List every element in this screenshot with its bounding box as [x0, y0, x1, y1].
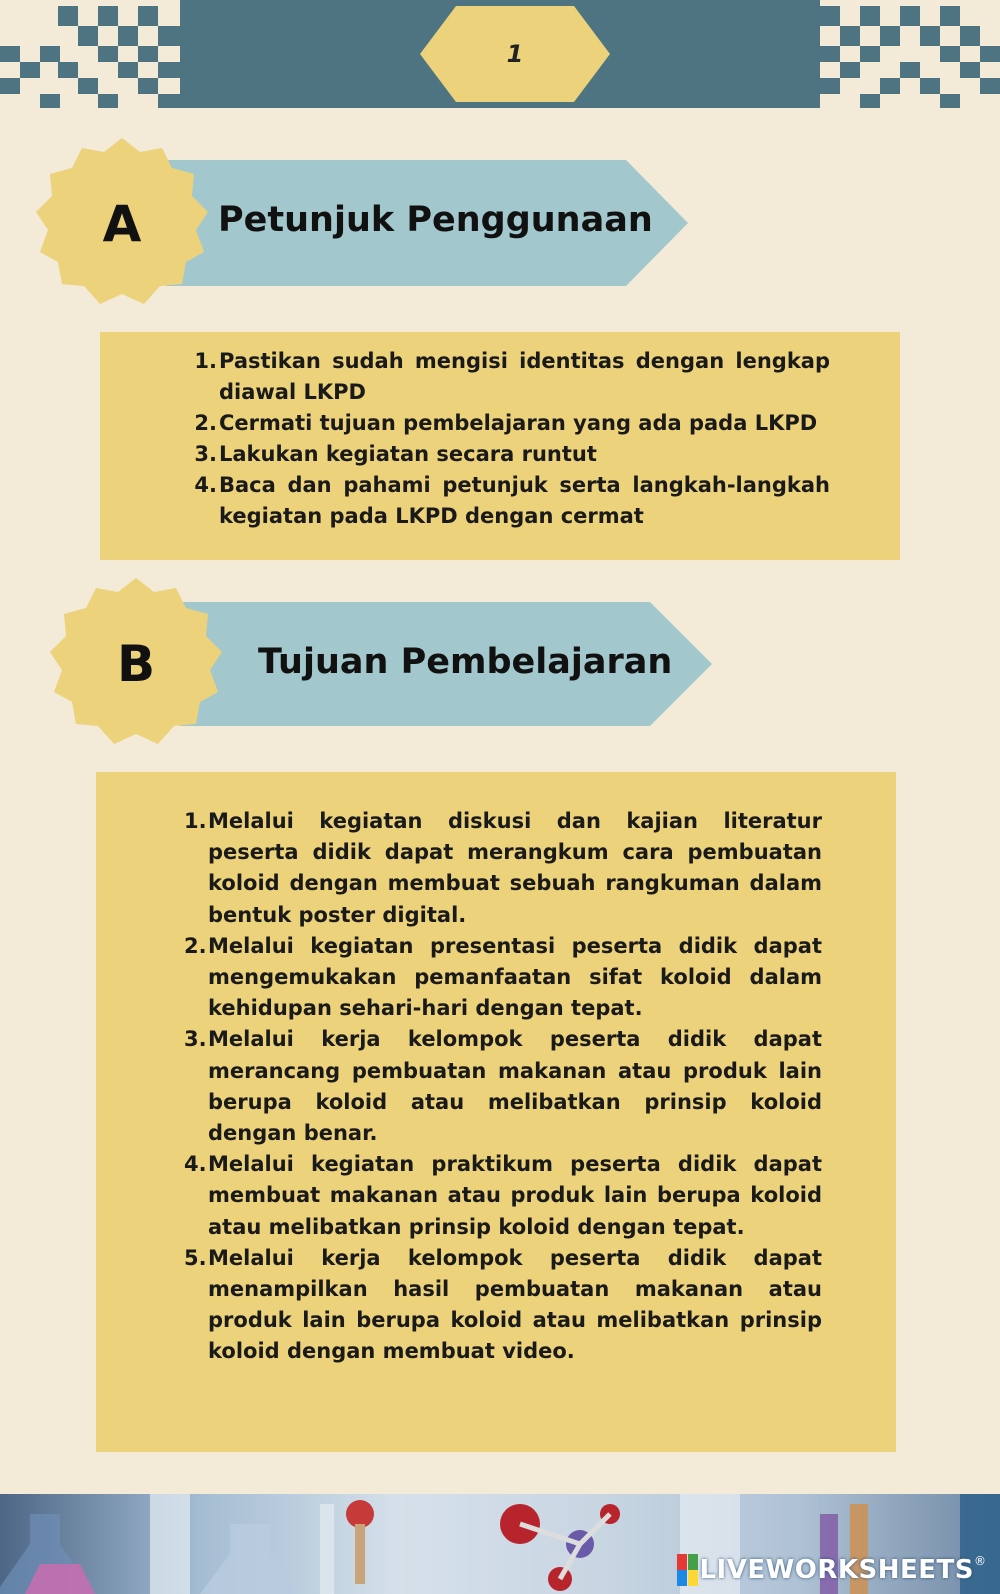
section-a-title: Petunjuk Penggunaan: [218, 200, 653, 240]
section-a-box: [100, 332, 900, 560]
section-b-title: Tujuan Pembelajaran: [258, 642, 673, 682]
page-number-badge: [420, 6, 610, 102]
list-item: 5. Melalui kerja kelompok peserta didik dapat menampilkan hasil pembuatan makanan atau produk lain berupa koloid atau melibatkan prinsip koloid dengan membuat video.: [184, 1245, 822, 1364]
section-a-header: [36, 138, 696, 310]
section-b-header: [50, 578, 720, 750]
registered-mark: ®: [974, 1554, 986, 1568]
liveworksheets-logo-icon: [677, 1554, 699, 1586]
section-a-letter: A: [102, 195, 142, 253]
liveworksheets-logo[interactable]: [677, 1554, 986, 1586]
list-item: 2. Melalui kegiatan presentasi peserta didik dapat mengemukakan pemanfaatan sifat koloid dalam kehidupan sehari-hari dengan tepat.: [184, 933, 822, 1021]
list-item: 4. Baca dan pahami petunjuk serta langkah-langkah kegiatan pada LKPD dengan cermat: [194, 473, 830, 528]
page-number: 1: [506, 40, 524, 68]
list-item: 3. Melalui kerja kelompok peserta didik dapat merancang pembuatan makanan atau produk lain berupa koloid atau melibatkan prinsip koloid dengan benar.: [184, 1027, 822, 1146]
section-b-box: [96, 772, 896, 1452]
section-b-letter: B: [116, 635, 156, 693]
lab-glassware-image: [0, 1494, 1000, 1594]
section-a-list: [190, 346, 830, 532]
list-item: 2. Cermati tujuan pembelajaran yang ada pada LKPD: [194, 411, 818, 435]
list-item: 1. Pastikan sudah mengisi identitas dengan lengkap diawal LKPD: [194, 349, 830, 404]
list-item: 1. Melalui kegiatan diskusi dan kajian literatur peserta didik dapat merangkum cara pembuatan koloid dengan membuat sebuah rangkuman dalam bentuk poster digital.: [184, 809, 822, 927]
list-item: 3. Lakukan kegiatan secara runtut: [194, 442, 597, 466]
section-b-list: [184, 806, 822, 1368]
list-item: 4. Melalui kegiatan praktikum peserta didik dapat membuat makanan atau produk lain berupa koloid atau melibatkan prinsip koloid dengan tepat.: [184, 1152, 822, 1239]
liveworksheets-logo-text: LIVEWORKSHEETS: [699, 1555, 974, 1585]
